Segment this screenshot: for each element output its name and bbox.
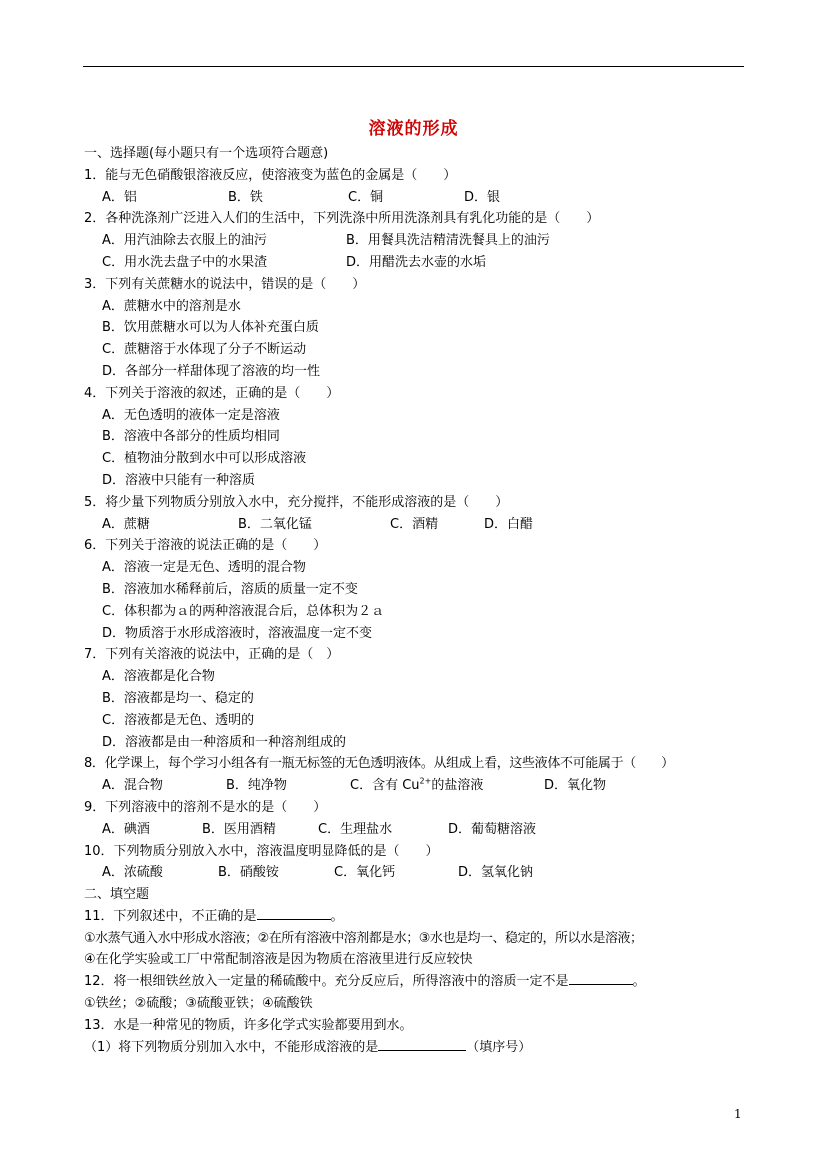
section-heading: 二、填空题: [84, 887, 150, 903]
question-stem: 8．化学课上，每个学习小组各有一瓶无标签的无色透明液体。从组成上看，这些液体不可能属于（ ）: [84, 756, 674, 772]
option-b: B．溶液加水稀释前后，溶质的质量一定不变: [102, 581, 358, 597]
header-rule: [83, 66, 744, 67]
option-b: B．溶液中各部分的性质均相同: [102, 429, 280, 445]
option-c: C．蔗糖溶于水体现了分子不断运动: [102, 342, 307, 358]
answer-blank: [378, 1037, 466, 1051]
option-c: C．酒精: [390, 516, 439, 532]
option-d: D．物质溶于水形成溶液时，溶液温度一定不变: [102, 625, 373, 641]
option-b: B．溶液都是均一、稳定的: [102, 690, 254, 706]
option-b: B．纯净物: [226, 778, 287, 794]
answer-blank: [257, 906, 331, 920]
option-d: D．氧化物: [544, 778, 607, 794]
question-stem: 9．下列溶液中的溶剂不是水的是（ ）: [84, 799, 327, 815]
option-c: C．铜: [348, 189, 384, 205]
option-a: A．碘酒: [102, 821, 150, 837]
option-d: D．白醋: [484, 516, 534, 532]
option-a: A．溶液一定是无色、透明的混合物: [102, 560, 306, 576]
option-d: D．银: [464, 189, 501, 205]
ion-charge: 2+: [419, 776, 432, 786]
question-stem: [84, 906, 754, 928]
option-b: B．用餐具洗洁精清洗餐具上的油污: [346, 233, 550, 249]
option-c: C．植物油分散到水中可以形成溶液: [102, 451, 307, 467]
option-b: B．铁: [228, 189, 263, 205]
question-stem: 2．各种洗涤剂广泛进入人们的生活中，下列洗涤中所用洗涤剂具有乳化功能的是（ ）: [84, 211, 600, 227]
option-b: B．医用酒精: [202, 821, 276, 837]
stem-text: 12．将一根细铁丝放入一定量的稀硫酸中。充分反应后，所得溶液中的溶质一定不是: [84, 974, 569, 990]
stem-text: （1）将下列物质分别加入水中，不能形成溶液的是: [84, 1039, 379, 1055]
option-c: C．氧化钙: [334, 865, 396, 881]
option-d: D．溶液中只能有一种溶质: [102, 472, 256, 488]
option-a: A．无色透明的液体一定是溶液: [102, 407, 280, 423]
question-stem: 6．下列关于溶液的说法正确的是（ ）: [84, 538, 327, 554]
document-body: [84, 143, 754, 1058]
option-a: A．铝: [102, 189, 137, 205]
option-c: C．体积都为ａ的两种溶液混合后，总体积为２ａ: [102, 603, 385, 619]
question-stem: [84, 971, 754, 993]
stem-end: 。: [632, 974, 646, 990]
options-row: [84, 252, 754, 274]
options-row: [84, 514, 754, 536]
option-a: A．蔗糖: [102, 516, 150, 532]
option-c-prefix: C．含有 Cu: [350, 778, 420, 794]
option-a: A．蔗糖水中的溶剂是水: [102, 298, 241, 314]
stem-end: 。: [330, 908, 344, 924]
page-title: 溶液的形成: [368, 119, 459, 139]
option-d: D．用醋洗去水壶的水垢: [346, 254, 487, 270]
option-a: A．用汽油除去衣服上的油污: [102, 233, 267, 249]
options-row: [84, 862, 754, 884]
question-stem: 5．将少量下列物质分别放入水中，充分搅拌，不能形成溶液的是（ ）: [84, 494, 509, 510]
option-a: A．混合物: [102, 778, 163, 794]
question-stem: 4．下列关于溶液的叙述，正确的是（ ）: [84, 385, 340, 401]
option-c: C．用水洗去盘子中的水果渣: [102, 254, 268, 270]
sub-question: [84, 1037, 754, 1059]
stem-end: （填序号）: [466, 1039, 532, 1055]
option-c: C．溶液都是无色、透明的: [102, 712, 255, 728]
answer-blank: [569, 971, 633, 985]
options-row: [84, 230, 754, 252]
option-c: [350, 775, 544, 797]
statement-line: ①水蒸气通入水中形成水溶液；②在所有溶液中溶剂都是水；③水也是均一、稳定的，所以水是溶液；: [84, 930, 643, 946]
question-stem: 13．水是一种常见的物质，许多化学式实验都要用到水。: [84, 1017, 413, 1033]
statement-line: ④在化学实验或工厂中常配制溶液是因为物质在溶液里进行反应较快: [84, 952, 473, 968]
section-heading: 一、选择题(每小题只有一个选项符合题意): [84, 146, 329, 161]
question-stem: 10．下列物质分别放入水中，溶液温度明显降低的是（ ）: [84, 843, 439, 859]
option-d: D．氢氧化钠: [458, 865, 534, 881]
option-d: D．溶液都是由一种溶质和一种溶剂组成的: [102, 734, 347, 750]
options-row: [84, 775, 754, 797]
option-b: B．二氧化锰: [238, 516, 312, 532]
options-row: [84, 187, 754, 209]
option-a: A．浓硫酸: [102, 865, 163, 881]
option-b: B．饮用蔗糖水可以为人体补充蛋白质: [102, 320, 319, 336]
option-d: D．葡萄糖溶液: [448, 821, 537, 837]
question-stem: 1．能与无色硝酸银溶液反应，使溶液变为蓝色的金属是（ ）: [84, 167, 457, 183]
page-number: 1: [734, 1107, 742, 1121]
option-b: B．硝酸铵: [218, 865, 279, 881]
option-d: D．各部分一样甜体现了溶液的均一性: [102, 363, 321, 379]
stem-text: 11．下列叙述中，不正确的是: [84, 908, 257, 924]
option-a: A．溶液都是化合物: [102, 669, 215, 685]
options-row: [84, 819, 754, 841]
option-c: C．生理盐水: [318, 821, 393, 837]
option-c-suffix: 的盐溶液: [431, 778, 484, 794]
choice-list: ①铁丝；②硫酸；③硫酸亚铁；④硫酸铁: [84, 996, 313, 1012]
question-stem: 7．下列有关溶液的说法中，正确的是（ ）: [84, 647, 340, 663]
question-stem: 3．下列有关蔗糖水的说法中，错误的是（ ）: [84, 276, 366, 292]
